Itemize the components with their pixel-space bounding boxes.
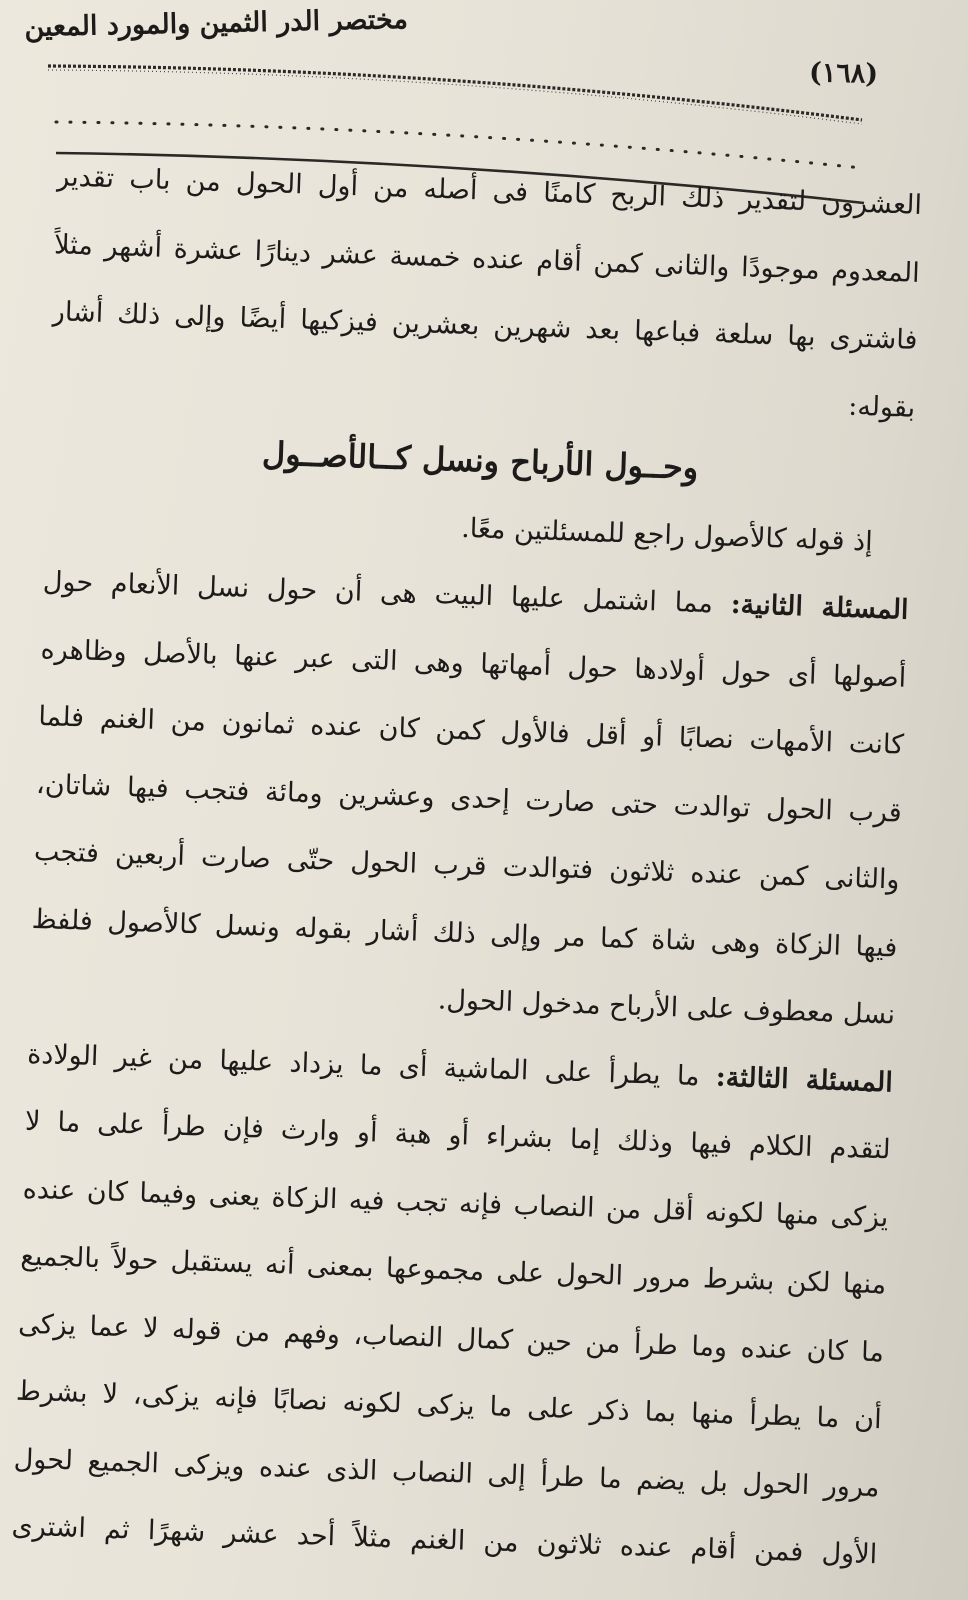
text-line: يزكى منها لكونه أقل من النصاب فإنه تجب فيه الزكاة يعنى وفيما كان عنده [22, 1173, 889, 1233]
text-line: المعدوم موجودًا والثانى كمن أقام عنده خمسة عشر دينارًا عشرة أشهر مثلاً [53, 228, 921, 289]
text-line: نسل معطوف على الأرباح مدخول الحول. [437, 984, 896, 1031]
top-rope-rule [48, 66, 862, 120]
section-text: ما يطرأ على الماشية أى ما يزداد عليها من غير الولادة [26, 1038, 701, 1092]
text-line: إذ قوله كالأصول راجع للمسئلتين معًا. [460, 512, 874, 558]
text-line: منها لكن بشرط مرور الحول على مجموعها بمعنى أنه يستقبل حولاً بالجميع [20, 1240, 887, 1301]
text-line: بقوله: [847, 390, 916, 424]
text-line: فيها الزكاة وهى شاة كما مر وإلى ذلك أشار بقوله ونسل كالأصول فلفظ [31, 903, 898, 964]
text-line: فاشترى بها سلعة فباعها بعد شهرين بعشرين فيزكيها أيضًا وإلى ذلك أشار [51, 296, 918, 356]
text-line: أصولها أى حول أولادها حول أمهاتها وهى التى عبر عنها بالأصل وظاهره [40, 633, 907, 694]
section-heading: المسئلة الثالثة: [715, 1061, 894, 1098]
text-line: مرور الحول بل يضم ما طرأ إلى النصاب الذى عنده ويزكى الجميع لحول [13, 1443, 880, 1503]
text-line: كانت الأمهات نصابًا أو أقل فالأول كمن كان عنده ثمانون من الغنم فلما [37, 700, 905, 761]
verse-line: وحــول الأرباح ونسل كــالأصــول [261, 434, 699, 487]
top-rope-rule-shadow [48, 70, 862, 124]
text-line: قرب الحول توالدت حتى صارت إحدى وعشرين ومائة فتجب فيها شاتان، [35, 768, 903, 829]
body-text [10, 143, 923, 1588]
text-line: أن ما يطرأ منها بما ذكر على ما يزكى لكونه نصابًا فإنه يزكى، لا بشرط [15, 1375, 883, 1436]
text-line: لتقدم الكلام فيها وذلك إما بشراء أو هبة أو وارث فإن طرأ على ما لا [24, 1105, 892, 1166]
running-title: مختصر الدر الثمين والمورد المعين [24, 4, 409, 44]
text-line: ما كان عنده وما طرأ من حين كمال النصاب، وفهم من قوله لا عما يزكى [17, 1308, 885, 1368]
text-line: الأول فمن أقام عنده ثلاثون من الغنم مثلاً أحد عشر شهرًا ثم اشترى [11, 1510, 878, 1571]
text-line: والثانى كمن عنده ثلاثون فتوالدت قرب الحول حتّى صارت أربعين فتجب [33, 835, 901, 896]
text-line: العشرون لتقدير ذلك الربح كامنًا فى أصله من أول الحول من باب تقدير [55, 161, 923, 221]
page-number: (١٦٨) [808, 57, 879, 90]
section-heading: المسئلة الثانية: [730, 588, 909, 626]
section-text: مما اشتمل عليها البيت هى أن حول نسل الأنعام حول [42, 566, 714, 620]
